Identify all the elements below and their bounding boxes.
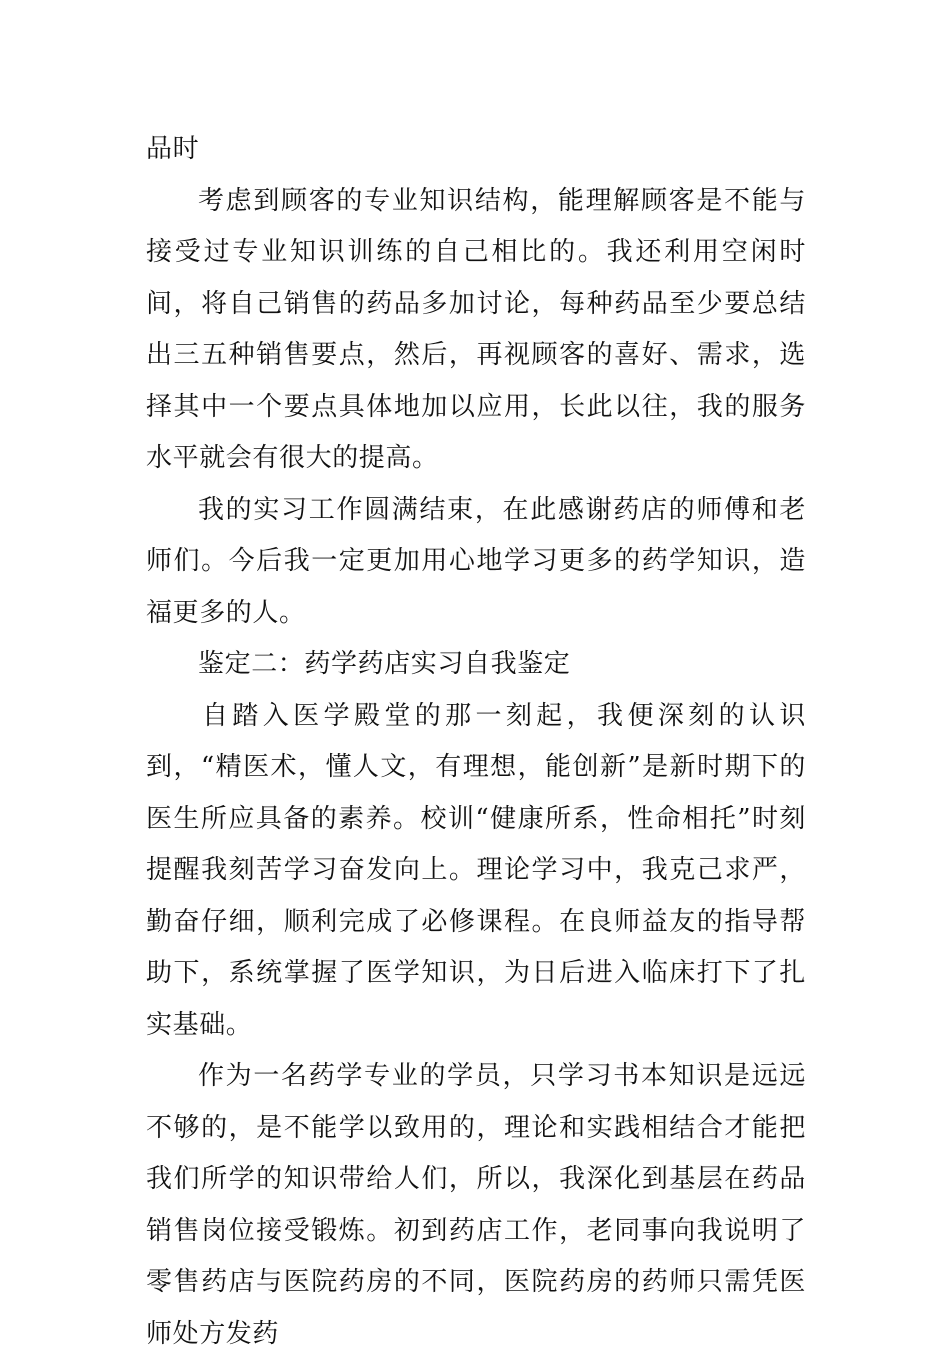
paragraph-customer-knowledge: 考虑到顾客的专业知识结构，能理解顾客是不能与接受过专业知识训练的自己相比的。我还利用空闲时间，将自己销售的药品多加讨论，每种药品至少要总结出三五种销售要点，然后，再视顾客的喜好、需求，选择其中一个要点具体地加以应用，长此以往，我的服务水平就会有很大的提高。 <box>146 185 806 473</box>
paragraph-continuation: 品时 <box>146 134 200 164</box>
document-body <box>146 124 806 1360</box>
paragraph-medical-study: 自踏入医学殿堂的那一刻起，我便深刻的认识到，“精医术，懂人文，有理想，能创新”是新时期下的医生所应具备的素养。校训“健康所系，性命相托”时刻提醒我刻苦学习奋发向上。理论学习中，我克己求严，勤奋仔细，顺利完成了必修课程。在良师益友的指导帮助下，系统掌握了医学知识，为日后进入临床打下了扎实基础。 <box>146 700 806 1040</box>
paragraph-internship-end: 我的实习工作圆满结束，在此感谢药店的师傅和老师们。今后我一定更加用心地学习更多的药学知识，造福更多的人。 <box>146 494 806 628</box>
paragraph-practice: 作为一名药学专业的学员，只学习书本知识是远远不够的，是不能学以致用的，理论和实践相结合才能把我们所学的知识带给人们，所以，我深化到基层在药品销售岗位接受锻炼。初到药店工作，老同事向我说明了零售药店与医院药房的不同，医院药房的药师只需凭医师处方发药 <box>146 1061 806 1349</box>
section-heading-appraisal-two: 鉴定二：药学药店实习自我鉴定 <box>198 649 571 679</box>
